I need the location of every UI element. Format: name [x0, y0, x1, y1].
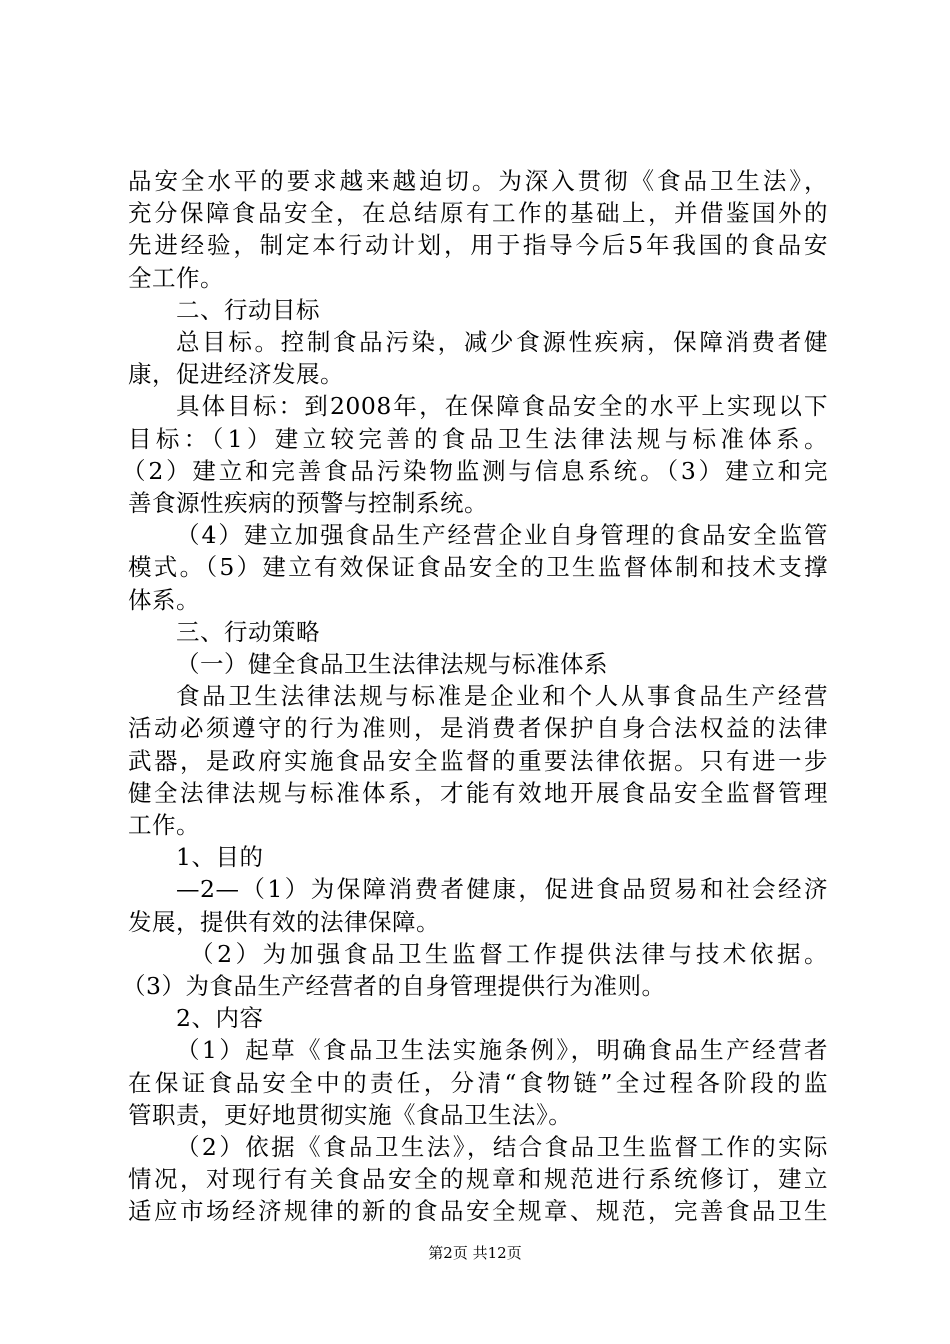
text-line: 康，促进经济发展。	[128, 360, 344, 388]
text-line: 品安全水平的要求越来越迫切。为深入贯彻《食品卫生法》，	[128, 167, 828, 195]
text-line: 总目标。控制食品污染，减少食源性疾病，保障消费者健	[176, 328, 828, 356]
text-line: （2）为加强食品卫生监督工作提供法律与技术依据。	[190, 940, 828, 968]
text-line: 发展，提供有效的法律保障。	[128, 908, 440, 936]
text-line: 模式。（5）建立有效保证食品安全的卫生监督体制和技术支撑	[128, 553, 828, 581]
text-line: 工作。	[128, 811, 200, 839]
text-line: 适应市场经济规律的新的食品安全规章、规范，完善食品卫生	[128, 1197, 828, 1225]
text-line: 武器，是政府实施食品安全监督的重要法律依据。只有进一步	[128, 747, 828, 775]
text-line: （4）建立加强食品生产经营企业自身管理的食品安全监管	[176, 521, 828, 549]
text-line: —2—（1）为保障消费者健康，促进食品贸易和社会经济	[176, 875, 828, 903]
text-line: 善食源性疾病的预警与控制系统。	[128, 489, 488, 517]
text-line: 食品卫生法律法规与标准是企业和个人从事食品生产经营	[176, 682, 828, 710]
text-line: （1）起草《食品卫生法实施条例》，明确食品生产经营者	[176, 1036, 828, 1064]
text-line: 目标：（1）建立较完善的食品卫生法律法规与标准体系。	[128, 425, 828, 453]
subsection-heading: （一）健全食品卫生法律法规与标准体系	[176, 650, 608, 678]
text-line: 先进经验，制定本行动计划，用于指导今后5年我国的食品安	[128, 231, 828, 259]
text-line: 充分保障食品安全，在总结原有工作的基础上，并借鉴国外的	[128, 199, 828, 227]
text-line: 情况，对现行有关食品安全的规章和规范进行系统修订，建立	[128, 1165, 828, 1193]
text-line: 全工作。	[128, 264, 224, 292]
text-line: 管职责，更好地贯彻实施《食品卫生法》。	[128, 1101, 573, 1129]
text-line: 活动必须遵守的行为准则，是消费者保护自身合法权益的法律	[128, 714, 828, 742]
section-heading: 二、行动目标	[176, 296, 320, 324]
text-line: 体系。	[128, 586, 200, 614]
text-line: 在保证食品安全中的责任，分清“食物链”全过程各阶段的监	[128, 1069, 828, 1097]
text-line: 健全法律法规与标准体系，才能有效地开展食品安全监督管理	[128, 779, 828, 807]
section-heading: 三、行动策略	[176, 618, 320, 646]
page-number-footer: 第2页 共12页	[428, 1244, 522, 1262]
text-line: （2）依据《食品卫生法》，结合食品卫生监督工作的实际	[176, 1133, 828, 1161]
text-line: （2）建立和完善食品污染物监测与信息系统。（3）建立和完	[122, 457, 828, 485]
item-heading: 1、目的	[176, 843, 264, 871]
item-heading: 2、内容	[176, 1004, 264, 1032]
text-line: 具体目标：到2008年，在保障食品安全的水平上实现以下	[176, 392, 828, 420]
text-line: （3）为食品生产经营者的自身管理提供行为准则。	[122, 972, 666, 1000]
